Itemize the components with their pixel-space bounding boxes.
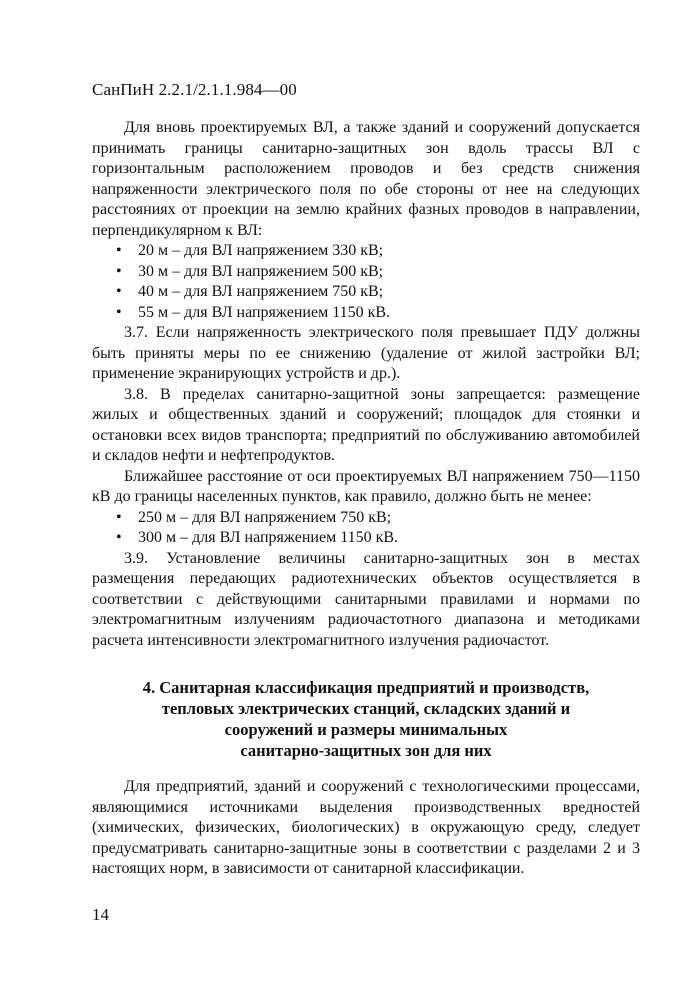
document-code-header: СанПиН 2.2.1/2.1.1.984—00 (92, 80, 297, 99)
distances-list (92, 241, 640, 323)
nearest-distance-list (92, 508, 640, 549)
nearest-distance-paragraph: Ближайшее расстояние от оси проектируемых ВЛ напряжением 750—1150 кВ до границы населенных пунктов, как правило, должно быть не менее: (92, 467, 640, 505)
list-item: • 300 м – для ВЛ напряжением 1150 кВ. (92, 528, 640, 549)
page-body (92, 118, 640, 880)
heading-line: сооружений и размеры минимальных (224, 720, 508, 739)
section-3-9-paragraph: 3.9. Установление величины санитарно-защитных зон в местах размещения передающих радиотехнических объектов осуществляется в соответствии с действующими санитарными правилами и нормами по электромагнитным излучениям радиочастотного диапазона и методиками расчета интенсивности электромагнитного излучения радиочастот. (92, 549, 640, 649)
intro-paragraph: Для вновь проектируемых ВЛ, а также зданий и сооружений допускается принимать границы санитарно-защитных зон вдоль трассы ВЛ с горизонтальным расположением проводов и без средств снижения напряженности электрического поля по обе стороны от нее на следующих расстояниях от проекции на землю крайних фазных проводов в направлении, перпендикулярном к ВЛ: (92, 119, 640, 239)
list-item: • 30 м – для ВЛ напряжением 500 кВ; (92, 262, 640, 283)
heading-line: санитарно-защитных зон для них (240, 741, 492, 760)
list-item: • 20 м – для ВЛ напряжением 330 кВ; (92, 241, 640, 262)
page-number: 14 (92, 905, 109, 924)
section-4-paragraph: Для предприятий, зданий и сооружений с технологическими процессами, являющимися источниками выделения производственных вредностей (химических, физических, биологических) в окружающую среду, следует предусматривать санитарно-защитные зоны в соответствии с разделами 2 и 3 настоящих норм, в зависимости от санитарной классификации. (92, 778, 640, 877)
section-4-heading (92, 677, 640, 761)
list-item: • 250 м – для ВЛ напряжением 750 кВ; (92, 508, 640, 529)
heading-line: тепловых электрических станций, складских зданий и (161, 699, 571, 718)
section-3-8-paragraph: 3.8. В пределах санитарно-защитной зоны запрещается: размещение жилых и общественных зданий и сооружений; площадок для стоянки и остановки всех видов транспорта; предприятий по обслуживанию автомобилей и складов нефти и нефтепродуктов. (92, 385, 640, 464)
list-item: • 40 м – для ВЛ напряжением 750 кВ; (92, 282, 640, 303)
section-3-7-paragraph: 3.7. Если напряженность электрического поля превышает ПДУ должны быть приняты меры по ее снижению (удаление от жилой застройки ВЛ; применение экранирующих устройств и др.). (92, 324, 640, 382)
list-item: • 55 м – для ВЛ напряжением 1150 кВ. (92, 303, 640, 324)
heading-line: 4. Санитарная классификация предприятий и производств, (142, 678, 590, 697)
